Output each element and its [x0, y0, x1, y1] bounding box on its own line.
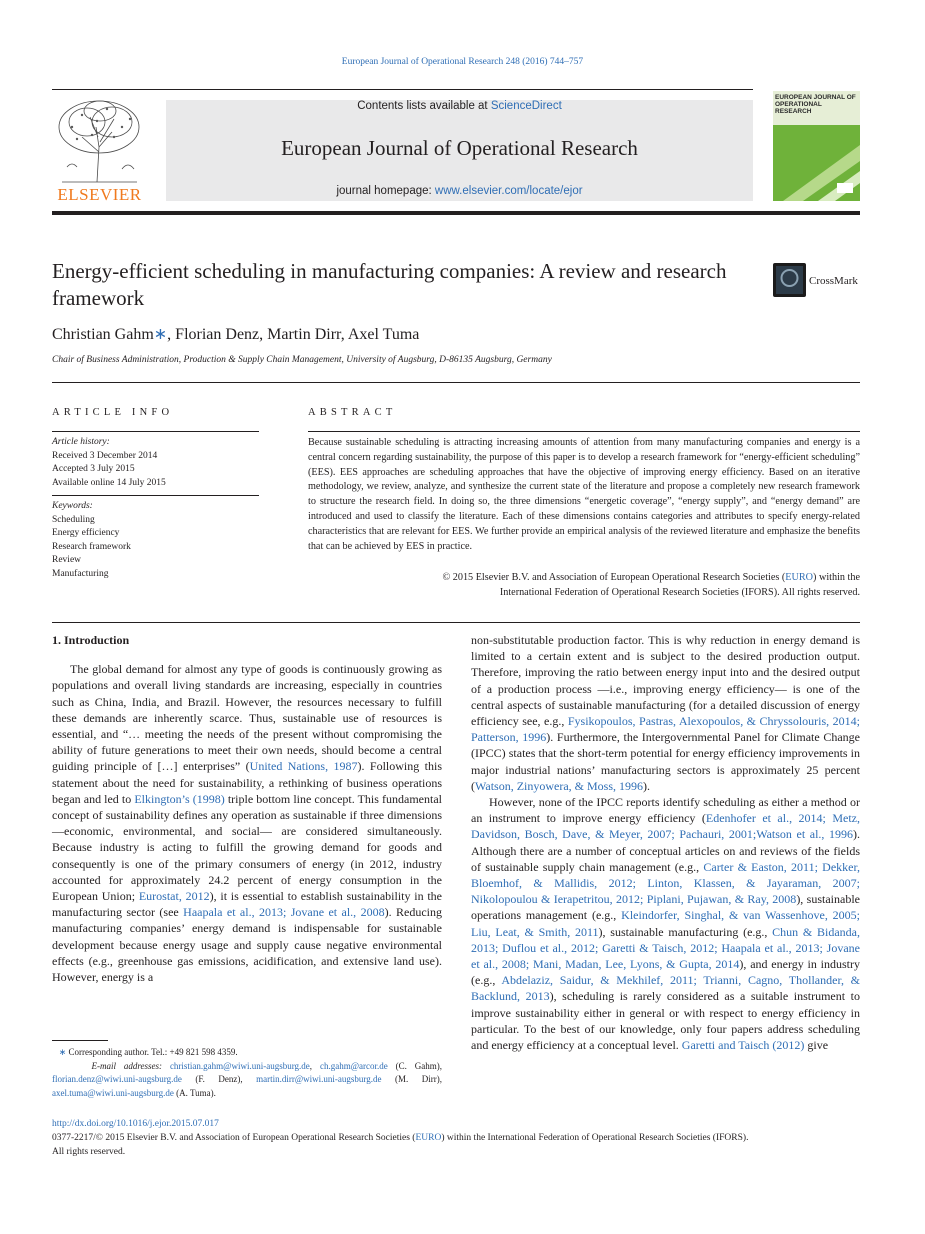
header-rule [52, 89, 753, 90]
crossmark-icon [773, 263, 806, 297]
journal-citation[interactable]: European Journal of Operational Research 248 (2016) 744–757 [341, 57, 584, 67]
affiliation: Chair of Business Administration, Production & Supply Chain Management, University of Augsburg, D-86135 Augsburg, Germany [52, 355, 552, 365]
elsevier-tree-icon [52, 97, 147, 183]
keyword-item: Manufacturing [52, 568, 109, 579]
email-link[interactable]: axel.tuma@wiwi.uni-augsburg.de [52, 1087, 174, 1098]
keyword-item: Scheduling [52, 514, 95, 525]
citation-link[interactable]: United Nations, 1987 [249, 759, 358, 774]
footnote-mark: ∗ [58, 1047, 67, 1057]
homepage-prefix: journal homepage: [336, 185, 435, 197]
section-rule [52, 622, 860, 623]
info-rule [52, 431, 259, 432]
citation-link[interactable]: Fysikopoulos, Pastras, Alexopoulos, & Chryssolouris, 2014; Patterson, 1996 [471, 714, 861, 745]
info-rule [52, 495, 259, 496]
keyword-item: Research framework [52, 541, 131, 552]
citation-link[interactable]: Carter & Easton, 2011; Dekker, Bloemhof, & Mallidis, 2012; Linton, Klassen, & Jayaraman, 2007; Nikolopoulou & Ierapetritou, 2012; Piplani, Pujawan, & Ray, 2008 [471, 859, 861, 907]
contents-line [166, 100, 753, 112]
history-received: Received 3 December 2014 [52, 450, 158, 461]
history-accepted: Accepted 3 July 2015 [52, 464, 135, 474]
cover-graphic-icon [773, 125, 860, 201]
intro-paragraph-1: The global demand for almost any type of goods is continuously growing as populations and overall living standards are increasing, especially in countries such as China, India, and Brazil. However, the resources necessary to fulfill these demands are inherently scarce. Thus, sustainable use of resources is essential, and “… meeting the needs of the present without compromising the ability of future generations to meet their own needs, should become a central guiding principle of […] enterprises” (United Nations, 1987). Following this statement about the need for sustainability, a rethinking of business operations began and led to Elkington’s (1998) triple bottom line concept. This fundamental concept of sustainability defines any operation as sustainable if three dimensions—economic, environmental, and social— are considered simultaneously. Because industry is acting to fulfill the growing demand for goods and consequently is one of the primary consumers of energy (in 2012, industry accounted for approximately 24.2 percent of energy consumption in the European Union; Eurostat, 2012), it is essential to establish sustainability in the manufacturing sector (see Haapala et al., 2013; Jovane et al., 2008). Reducing manufacturing companies’ energy demand is indispensable for sustainable development because energy usage and supply cause negative environmental effects (e.g., greenhouse gas emissions, acidification, and extensive land use). However, energy is a [52, 662, 443, 985]
cover-title-line-2: OPERATIONAL RESEARCH [775, 101, 822, 115]
body-column-left [52, 632, 442, 985]
section-heading-introduction: 1. Introduction [52, 633, 130, 647]
history-label: Article history: [52, 437, 110, 447]
journal-title: European Journal of Operational Research [281, 136, 638, 160]
copyright-text: International Federation of Operational Research Societies (IFORS). All rights reserved. [499, 586, 860, 598]
article-info-heading: ARTICLE INFO [52, 407, 174, 418]
citation-link[interactable]: Kleindorfer, Singhal, & van Wassenhove, 2005; Liu, Leat, & Smith, 2011 [471, 908, 860, 939]
intro-paragraph-1-continued: non-substitutable production factor. This is why reduction in energy demand is limited to a certain extent and is subject to the desired production output. Therefore, improving the ratio between energy input into and the desired output of a production process —i.e., improving energy efficiency— is one of the central aspects of sustainable manufacturing (for a detailed discussion of energy efficiency see, e.g., Fysikopoulos, Pastras, Alexopoulos, & Chryssolouris, 2014; Patterson, 1996). Furthermore, the Intergovernmental Panel for Climate Change (IPCC) states that the short-term potential for energy efficiency improvements in major industrial nations’ manufacturing sectors is approximately 25 percent (Watson, Zinyowera, & Moss, 1996). [471, 633, 861, 793]
section-rule [52, 382, 860, 383]
contents-prefix: Contents lists available at [357, 100, 491, 112]
doi-link[interactable]: http://dx.doi.org/10.1016/j.ejor.2015.07.017 [52, 1119, 219, 1129]
corresponding-author-note: ∗ Corresponding author. Tel.: +49 821 598 4359. [58, 1047, 238, 1057]
euro-link[interactable]: EURO [785, 572, 814, 583]
corresponding-author-mark[interactable]: ∗ [153, 326, 168, 343]
sciencedirect-link[interactable]: ScienceDirect [490, 100, 562, 112]
elsevier-wordmark: ELSEVIER [57, 185, 142, 204]
cover-title [775, 94, 858, 115]
intro-paragraph-2: However, none of the IPCC reports identify scheduling as either a method or an instrument to improve energy efficiency (Edenhofer et al., 2014; Metz, Davidson, Bosch, Dave, & Meyer, 2007; Pachauri, 2001;Watson et al., 1996). Although there are a number of conceptual articles on and reviews of the fields of sustainable supply chain management (e.g., Carter & Easton, 2011; Dekker, Bloemhof, & Mallidis, 2012; Linton, Klassen, & Jayaraman, 2007; Nikolopoulou & Ierapetritou, 2012; Piplani, Pujawan, & Ray, 2008), sustainable operations management (e.g., Kleindorfer, Singhal, & van Wassenhove, 2005; Liu, Leat, & Smith, 2011), sustainable manufacturing (e.g., Chun & Bidanda, 2013; Duflou et al., 2012; Garetti & Taisch, 2012; Haapala et al., 2013; Jovane et al., 2008; Mani, Madan, Lee, Lyons, & Gupta, 2014), and energy in industry (e.g., Abdelaziz, Saidur, & Mekhilef, 2011; Trianni, Cagno, Thollander, & Backlund, 2013), scheduling is rarely considered as a suitable instrument to improve sustainability either in general or with respect to energy efficiency in particular. To the best of our knowledge, only four papers address scheduling and energy efficiency at a conceptual level. Garetti and Taisch (2012) give [471, 795, 861, 1053]
citation-link[interactable]: Abdelaziz, Saidur, & Mekhilef, 2011; Trianni, Cagno, Thollander, & Backlund, 2013 [471, 973, 860, 1004]
citation-link[interactable]: Edenhofer et al., 2014; Metz, Davidson, Bosch, Dave, & Meyer, 2007; Pachauri, 2001;Watson et al., 1996 [471, 811, 860, 842]
author-list [52, 324, 419, 344]
copyright-text: ) within the [813, 572, 860, 583]
crossmark-badge[interactable] [773, 263, 893, 299]
homepage-link[interactable]: www.elsevier.com/locate/ejor [434, 185, 583, 197]
citation-link[interactable]: Elkington’s (1998) [134, 791, 225, 806]
crossmark-label: CrossMark [809, 275, 858, 287]
email-link[interactable]: florian.denz@wiwi.uni-augsburg.de [52, 1074, 182, 1084]
citation-link[interactable]: Eurostat, 2012 [138, 889, 210, 904]
footnote-rule [52, 1040, 108, 1041]
coauthors: , Florian Denz, Martin Dirr, Axel Tuma [167, 326, 420, 343]
history-online: Available online 14 July 2015 [52, 477, 166, 488]
footnotes [52, 1046, 442, 1100]
citation-link[interactable]: Chun & Bidanda, 2013; Duflou et al., 2012; Garetti & Taisch, 2012; Haapala et al., 2013; Jovane et al., 2008; Mani, Madan, Lee, Lyons, & Gupta, 2014 [471, 924, 860, 972]
article-history [52, 436, 259, 490]
keyword-item: Energy efficiency [52, 528, 120, 538]
email-link[interactable]: ch.gahm@arcor.de [319, 1060, 388, 1071]
abstract-rule [308, 431, 860, 432]
abstract-copyright [308, 571, 860, 601]
issn-copyright: 0377-2217/© 2015 Elsevier B.V. and Association of European Operational Research Societies (EURO) within the International Federation of Operational Research Societies (IFORS). All rights reserved. [52, 1133, 749, 1157]
email-addresses: E-mail addresses: christian.gahm@wiwi.uni-augsburg.de, ch.gahm@arcor.de (C. Gahm), florian.denz@wiwi.uni-augsburg.de (F. Denz), martin.dirr@wiwi.uni-augsburg.de (M. Dirr), axel.tuma@wiwi.uni-augsburg.de (A. Tuma). [52, 1060, 443, 1098]
cover-title-line-1: EUROPEAN JOURNAL OF [775, 94, 856, 101]
email-link[interactable]: martin.dirr@wiwi.uni-augsburg.de [256, 1074, 382, 1084]
keywords [52, 500, 259, 581]
citation-link[interactable]: Garetti and Taisch (2012) [681, 1038, 805, 1053]
homepage-line [166, 185, 753, 197]
keyword-item: Review [52, 555, 82, 565]
journal-cover [773, 91, 860, 201]
abstract-heading: ABSTRACT [308, 407, 397, 418]
author-name: Christian Gahm [52, 326, 154, 343]
body-column-right [471, 632, 860, 1053]
article-title: Energy-efficient scheduling in manufacturing companies: A review and research framework [52, 259, 727, 310]
elsevier-logo [52, 97, 147, 205]
keywords-label: Keywords: [52, 501, 93, 511]
abstract-text: Because sustainable scheduling is attracting increasing amounts of attention from many manufacturing companies and energy is a central concern regarding sustainability, the purpose of this paper is to develop a research framework for “energy-efficient scheduling” (EES). EES approaches are scheduling approaches that have the objective of improving energy efficiency. Based on an iterative methodology, we review, analyze, and synthesize the current state of the literature and propose a completely new research framework to structure the research field. In doing so, the three dimensions “energetic coverage”, “energy supply”, and “energy demand” are introduced and used to classify the literature. Each of these dimensions contains categories and attributes to specify energy-related characteristics that are relevant for EES. We further provide an empirical analysis of the reviewed literature and emphasize the benefits that can be achieved by EES in practice. [308, 437, 860, 552]
email-link[interactable]: christian.gahm@wiwi.uni-augsburg.de [169, 1060, 310, 1071]
euro-link[interactable]: EURO [415, 1133, 442, 1143]
citation-link[interactable]: Haapala et al., 2013; Jovane et al., 2008 [183, 905, 385, 920]
copyright-text: © 2015 Elsevier B.V. and Association of European Operational Research Societies ( [442, 572, 786, 583]
journal-banner [166, 100, 753, 201]
header-thick-rule [52, 211, 860, 215]
citation-link[interactable]: Watson, Zinyowera, & Moss, 1996 [475, 778, 644, 793]
